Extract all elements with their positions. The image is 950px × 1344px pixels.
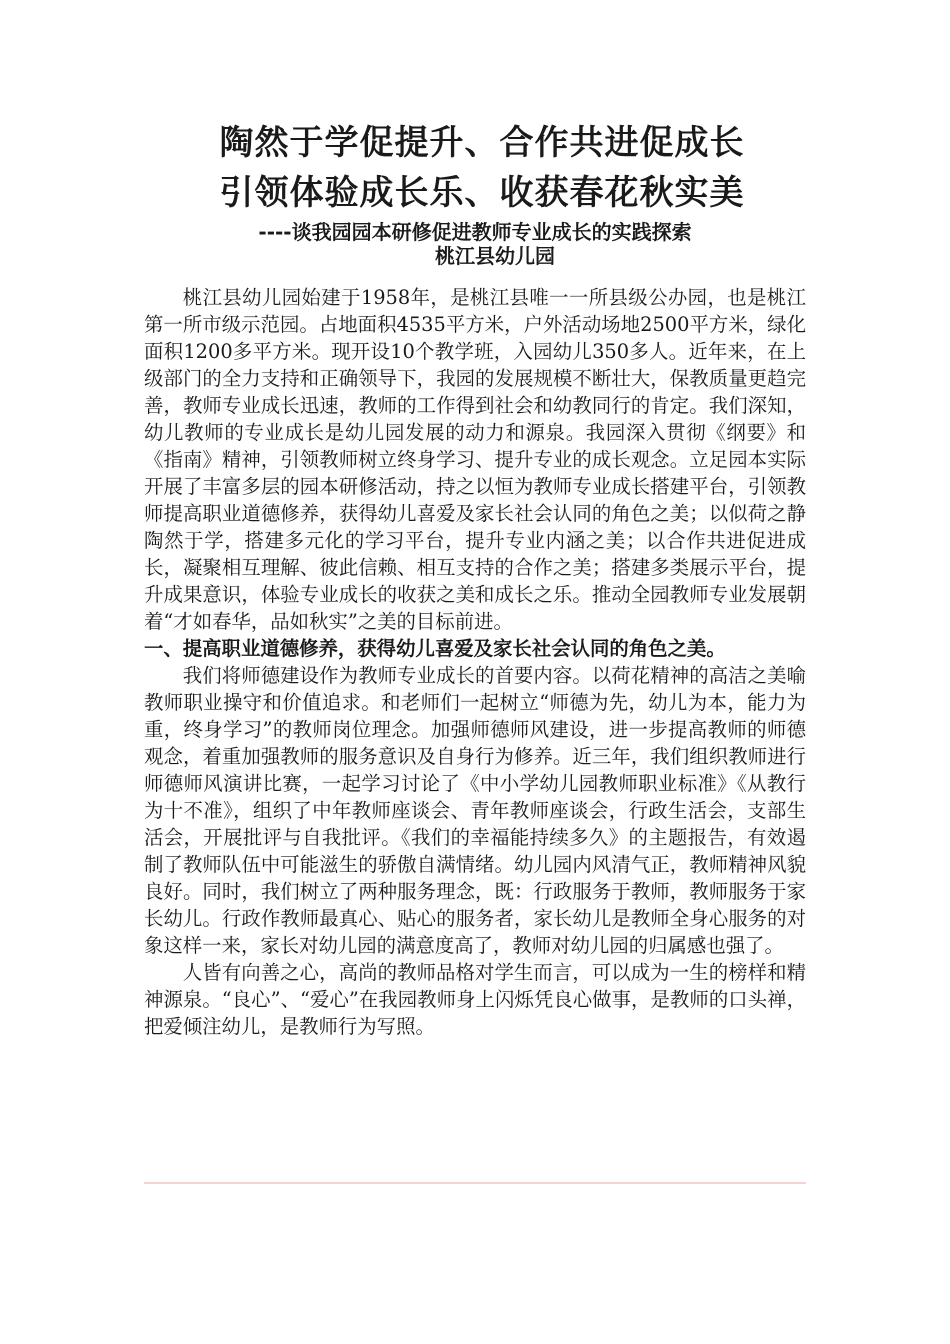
body-paragraph: 我们将师德建设作为教师专业成长的首要内容。以荷花精神的高洁之美喻教师职业操守和价值追求。和老师们一起树立“师德为先，幼儿为本，能力为重，终身学习”的教师岗位理念。加强师德师风建设，进一步提高教师的师德观念，着重加强教师的服务意识及自身行为修养。近三年，我们组织教师进行师德师风演讲比赛，一起学习讨论了《中小学幼儿园教师职业标准》《从教行为十不准》，组织了中年教师座谈会、青年教师座谈会，行政生活会，支部生活会，开展批评与自我批评。《我们的幸福能持续多久》的主题报告，有效遏制了教师队伍中可能滋生的骄傲自满情绪。幼儿园内风清气正，教师精神风貌良好。同时，我们树立了两种服务理念，既：行政服务于教师，教师服务于家长幼儿。行政作教师最真心、贴心的服务者，家长幼儿是教师全身心服务的对象这样一来，家长对幼儿园的满意度高了，教师对幼儿园的归属感也强了。 (144, 664, 806, 957)
document-page (144, 118, 806, 1040)
document-title-line-1: 陶然于学促提升、合作共进促成长 (219, 123, 745, 163)
intro-paragraph: 桃江县幼儿园始建于1958年，是桃江县唯一一所县级公办园，也是桃江第一所市级示范园。占地面积4535平方米，户外活动场地2500平方米，绿化面积1200多平方米。现开设10个教学班，入园幼儿350多人。近年来，在上级部门的全力支持和正确领导下，我园的发展规模不断壮大，保教质量更趋完善，教师专业成长迅速，教师的工作得到社会和幼教同行的肯定。我们深知，幼儿教师的专业成长是幼儿园发展的动力和源泉。我园深入贯彻《纲要》和《指南》精神，引领教师树立终身学习、提升专业的成长观念。立足园本实际开展了丰富多层的园本研修活动，持之以恒为教师专业成长搭建平台，引领教师提高职业道德修养，获得幼儿喜爱及家长社会认同的角色之美；以似荷之静陶然于学，搭建多元化的学习平台，提升专业内涵之美；以合作共进促进成长，凝聚相互理解、彼此信赖、相互支持的合作之美；搭建多类展示平台，提升成果意识，体验专业成长的收获之美和成长之乐。推动全园教师专业发展朝着“才如春华，品如秋实”之美的目标前进。 (144, 286, 806, 633)
body-paragraph: 人皆有向善之心，高尚的教师品格对学生而言，可以成为一生的榜样和精神源泉。“良心”、“爱心”在我园教师身上闪烁凭良心做事，是教师的口头禅，把爱倾注幼儿，是教师行为写照。 (144, 961, 806, 1038)
section-heading-1: 一、提高职业道德修养，获得幼儿喜爱及家长社会认同的角色之美。 (144, 637, 726, 660)
document-subtitle: ----谈我园园本研修促进教师专业成长的实践探索 (258, 220, 692, 244)
page-bottom-rule (144, 1182, 806, 1184)
document-author: 桃江县幼儿园 (435, 244, 555, 268)
document-title-line-2: 引领体验成长乐、收获春花秋实美 (219, 173, 745, 213)
